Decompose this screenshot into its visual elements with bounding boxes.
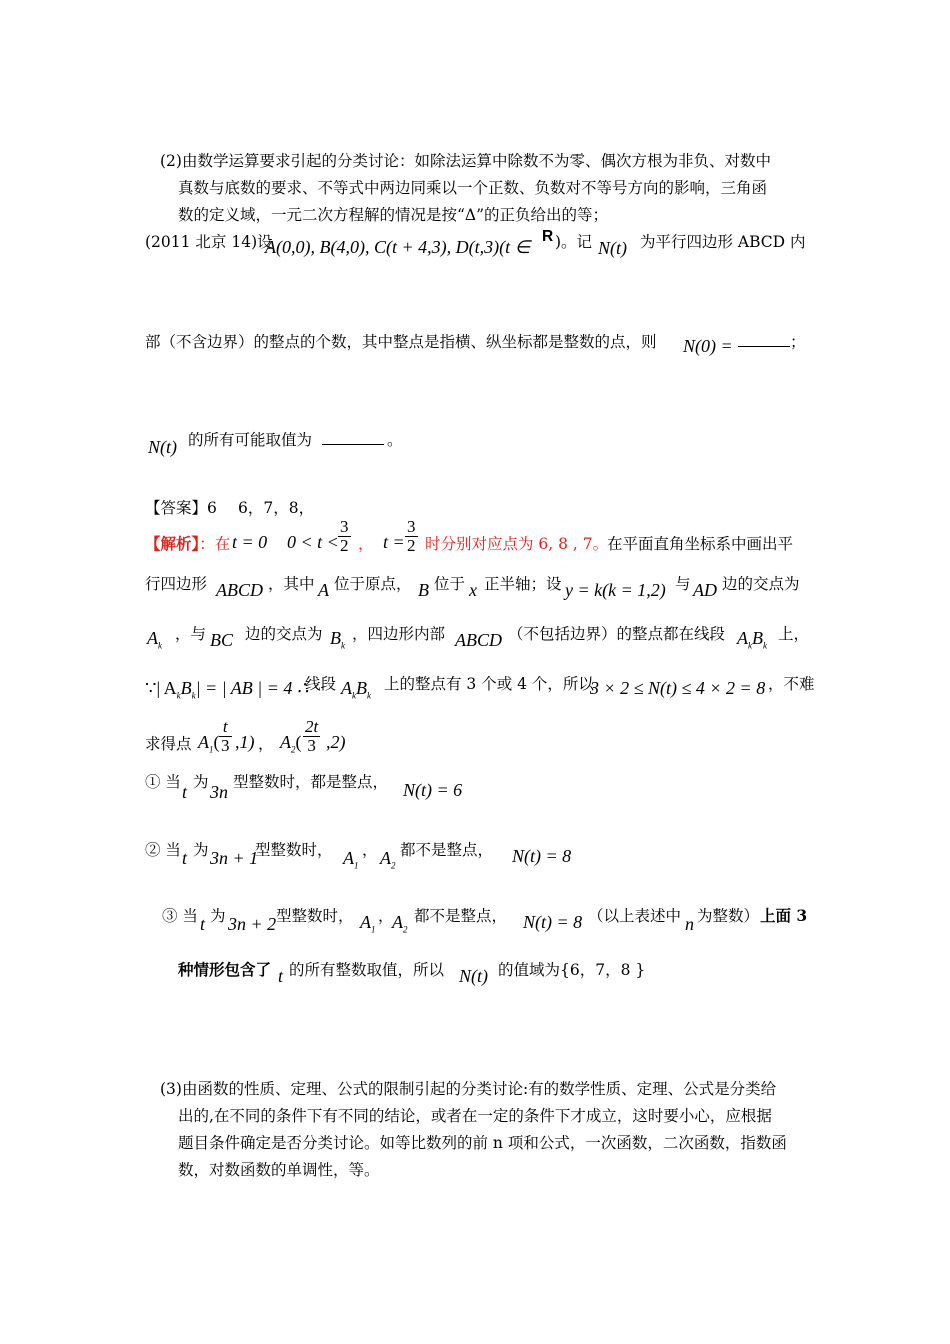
case2-wei: 为 (193, 841, 209, 859)
case3-wei: 为 (210, 907, 226, 925)
t-eq-0: t = 0 (232, 532, 268, 552)
problem-Nt: N(t) (598, 238, 627, 258)
case3-A2-sub: 2 (403, 924, 408, 935)
Bk-letter: B (330, 628, 341, 648)
point-A2: $A_2$( (280, 732, 302, 755)
case3-Nt: N(t) (459, 966, 488, 986)
case3-note1: （以上表述中 (588, 907, 682, 925)
case3-t: t (200, 914, 206, 934)
case3-form: 3n + 2 (228, 914, 277, 934)
segment-BC: BC (210, 630, 234, 650)
A2-frac-num: 2t (305, 717, 319, 736)
problem-desc1: 为平行四边形 ABCD 内 (640, 233, 806, 251)
because-b: B (180, 678, 192, 698)
problem-semicolon: ； (790, 333, 806, 351)
point-A1: $A_1$( (198, 732, 220, 755)
l3b: 边的交点为 (245, 625, 323, 643)
frac-den: 2 (340, 536, 349, 555)
frac-num: 3 (340, 517, 349, 536)
l2c: 位于原点， (334, 575, 412, 593)
case2-text: 型整数时， (255, 841, 333, 859)
case2-text2: ， (362, 841, 378, 859)
answer-blank-1 (738, 330, 790, 347)
case3-text3: 都不是整点， (414, 907, 508, 925)
case2-A1-letter: A (343, 848, 354, 868)
case3-bold1: 上面 3 (760, 906, 808, 925)
case2-A1 (343, 848, 359, 871)
case3-n: n (685, 914, 694, 934)
A1-letter: A (198, 732, 209, 752)
case1-result: N(t) = 6 (403, 780, 463, 800)
paragraph-3 (160, 1076, 810, 1184)
analysis-intro: ：在 (199, 535, 231, 553)
y-eq-k: y = k(k = 1,2) (565, 580, 666, 600)
point-B: B (418, 580, 429, 600)
AkBk-A: A (737, 628, 748, 648)
A2-sub: 2 (291, 744, 296, 755)
para3-line4: 数，对数函数的单调性，等。 (178, 1161, 380, 1179)
case3-A2-letter: A (392, 912, 403, 932)
problem-Nt-2: N(t) (148, 437, 177, 457)
para2-line1: (2)由数学运算要求引起的分类讨论：如除法运算中除数不为零、偶次方根为非负、对数中 (160, 152, 771, 170)
case3-A1-letter: A (360, 912, 371, 932)
AkBk-k2: k (763, 640, 767, 651)
analysis-label-text: 【解析】 (145, 534, 200, 553)
Ak-letter: A (147, 628, 158, 648)
problem-desc3: 的所有可能取值为 (188, 431, 313, 449)
t-eq: t = (383, 532, 405, 552)
l5-comma: ， (258, 735, 274, 753)
point-Bk (330, 628, 345, 651)
segment-AkBk-2 (341, 678, 371, 701)
analysis-sep: ， (358, 535, 374, 553)
l2b: ，其中 (268, 575, 315, 593)
var-x: x (469, 580, 477, 600)
case3-text2: ， (378, 907, 394, 925)
because-a: ∵| A (145, 678, 177, 698)
segment-AkBk (737, 628, 767, 651)
l3c: ，四边形内部 (352, 625, 446, 643)
para2-line2: 真数与底数的要求、不等式中两边同乘以一个正数、负数对不等号方向的影响，三角函 (178, 179, 768, 197)
A2-frac-den: 3 (307, 736, 316, 755)
A1-frac-den: 3 (221, 736, 230, 755)
l2g: 边的交点为 (722, 575, 800, 593)
l2e: 正半轴；设 (484, 575, 562, 593)
answer-values: 6，7，8， (238, 499, 315, 517)
case2-A1-sub: 1 (354, 860, 359, 871)
case2-result: N(t) = 8 (512, 846, 572, 866)
problem-desc2: 部（不含边界）的整点的个数，其中整点是指横、纵坐标都是整数的点，则 (145, 333, 657, 351)
t-range: 0 < t < (287, 532, 339, 552)
case1-wei: 为 (193, 773, 209, 791)
AkBk2-B: B (356, 678, 367, 698)
because-c: | = | AB | = 4 ∴ (195, 678, 309, 698)
because-expr (145, 678, 308, 701)
AkBk2-k2: k (367, 690, 371, 701)
answer-label: 【答案】6 (145, 499, 217, 517)
case3-marker: ③ 当 (162, 907, 198, 925)
frac-num-b: 3 (407, 517, 416, 536)
A2-frac (303, 718, 320, 755)
case3-A1-sub: 1 (371, 924, 376, 935)
l4a: 线段 (305, 675, 337, 693)
point-A: A (318, 580, 329, 600)
analysis-l1-tail: 在平面直角坐标系中画出平 (607, 535, 794, 553)
analysis-label (145, 532, 230, 554)
l3a: ，与 (175, 625, 207, 643)
case3-t2: t (278, 966, 284, 986)
AkBk-B: B (752, 628, 763, 648)
AkBk2-A: A (341, 678, 352, 698)
paragraph-2 (160, 148, 810, 229)
l4c: ，不难 (768, 675, 815, 693)
case1-text: 型整数时，都是整点， (233, 773, 389, 791)
problem-N0: N(0) = (683, 336, 733, 356)
ABCD-2: ABCD (455, 630, 502, 650)
case3-note2: 为整数） (697, 907, 760, 925)
A2-letter: A (280, 732, 291, 752)
A2-tail: ,2) (326, 732, 346, 752)
Ak-sub: k (158, 640, 162, 651)
case1-form: 3n (210, 782, 228, 802)
l3e: 上， (778, 625, 810, 643)
l2a: 行四边形 (145, 575, 208, 593)
para2-line3: 数的定义域，一元二次方程解的情况是按“Δ”的正负给出的等； (178, 206, 609, 224)
case3-text: 型整数时， (276, 907, 354, 925)
A1-tail: ,1) (235, 732, 255, 752)
ABCD: ABCD (216, 580, 263, 600)
AkBk-k1: k (748, 640, 752, 651)
problem-period: 。 (387, 431, 403, 449)
case3-result: N(t) = 8 (523, 912, 583, 932)
case3-A1 (360, 912, 376, 935)
fraction-3-2-b (405, 518, 418, 555)
A1-sub: 1 (209, 744, 214, 755)
para3-line3: 题目条件确定是否分类讨论。如等比数列的前 n 项和公式，一次函数，二次函数，指数函 (178, 1134, 787, 1152)
l4b: 上的整点有 3 个或 4 个，所以 (384, 675, 594, 693)
case2-form: 3n + 1 (210, 848, 259, 868)
fraction-3-2 (338, 518, 351, 555)
inequality: 3 × 2 ≤ N(t) ≤ 4 × 2 = 8 (590, 678, 766, 698)
because-k2: k (191, 690, 196, 701)
case2-t: t (182, 848, 188, 868)
problem-points: A(0,0), B(4,0), C(t + 4,3), D(t,3)(t ∈ (265, 237, 531, 257)
answer-blank-2 (322, 428, 384, 445)
l3d: （不包括边界）的整点都在线段 (508, 625, 726, 643)
l5a: 求得点 (145, 735, 192, 753)
case2-marker: ② 当 (145, 841, 181, 859)
l2f: 与 (675, 575, 691, 593)
because-k1: k (176, 690, 181, 701)
case2-A2-sub: 2 (391, 860, 396, 871)
segment-AD: AD (693, 580, 717, 600)
point-Ak (147, 628, 162, 651)
case3-tail2: 的值域为{6，7，8 } (498, 961, 646, 979)
case2-A2 (380, 848, 396, 871)
case1-t: t (182, 782, 188, 802)
para3-line2: 出的,在不同的条件下有不同的结论，或者在一定的条件下才成立，这时要小心，应根据 (178, 1107, 772, 1125)
case1-marker: ① 当 (145, 773, 181, 791)
A1-frac-num: t (219, 718, 232, 737)
l2d: 位于 (434, 575, 466, 593)
A1-frac (219, 718, 232, 755)
case2-text3: 都不是整点， (400, 841, 494, 859)
frac-den-b: 2 (407, 536, 416, 555)
case3-A2 (392, 912, 408, 935)
case3-bold2: 种情形包含了 (178, 960, 272, 979)
problem-close: )。记 (555, 233, 593, 251)
case3-tail1: 的所有整数取值，所以 (289, 961, 445, 979)
real-set-symbol: R (542, 228, 554, 245)
AkBk2-k1: k (352, 690, 356, 701)
para3-line1: (3)由函数的性质、定理、公式的限制引起的分类讨论:有的数学性质、定理、公式是分类给 (160, 1080, 777, 1098)
Bk-sub: k (341, 640, 345, 651)
case2-A2-letter: A (380, 848, 391, 868)
analysis-points: 时分别对应点为 6, 8 , 7。 (425, 535, 609, 553)
problem-source: (2011 北京 14)设 (145, 233, 273, 251)
